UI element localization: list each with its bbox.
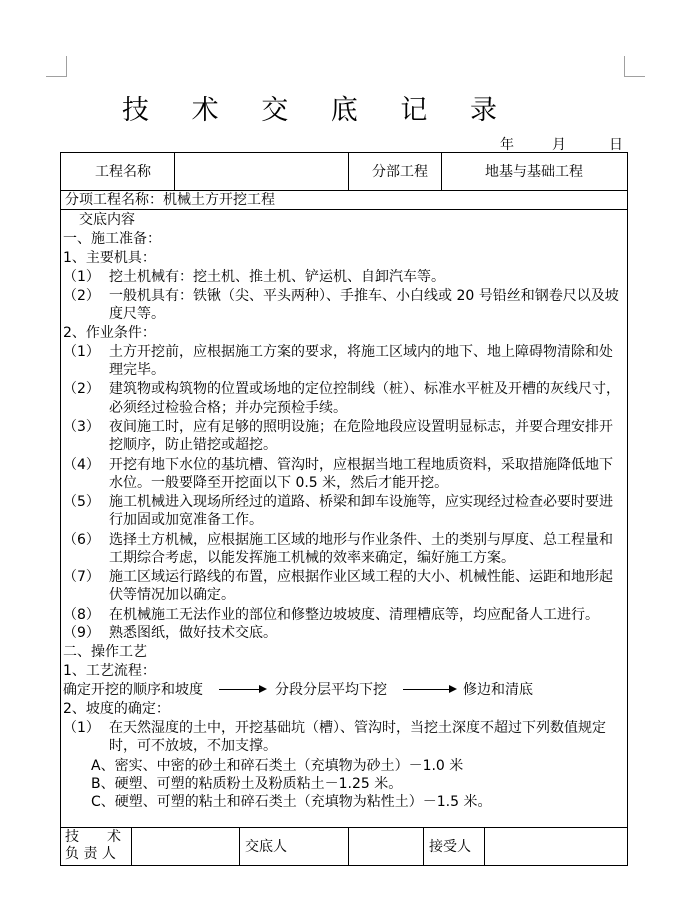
arrow-right-icon <box>219 689 265 690</box>
subsection-heading: 1、工艺流程： <box>63 663 156 679</box>
date-year-label: 年 <box>500 137 514 153</box>
crop-mark-top-left <box>46 56 67 77</box>
divider <box>348 827 349 865</box>
date-month-label: 月 <box>552 137 566 153</box>
divider <box>239 827 240 865</box>
soil-rule: B、硬塑、可塑的粘质粉土及粉质粘土－1.25 米。 <box>91 776 403 792</box>
content-heading: 交底内容 <box>79 212 135 228</box>
section-heading: 一、施工准备： <box>63 231 161 247</box>
divider <box>61 827 627 828</box>
receiver-label: 接受人 <box>429 839 471 855</box>
soil-rule: C、硬塑、可塑的粘土和碎石类土（充填物为粘性土）－1.5 米。 <box>91 794 492 810</box>
date-day-label: 日 <box>609 137 623 153</box>
flow-step: 确定开挖的顺序和坡度 <box>63 682 203 698</box>
divider <box>61 209 627 210</box>
divider <box>348 153 349 190</box>
sub-project-value: 地基与基础工程 <box>485 164 583 180</box>
project-name-label: 工程名称 <box>95 164 151 180</box>
divider <box>441 153 442 190</box>
crop-mark-top-right <box>624 56 645 77</box>
section-heading: 二、操作工艺 <box>63 644 147 660</box>
sub-project-label: 分部工程 <box>372 164 428 180</box>
divider <box>484 827 485 865</box>
soil-rule: A、密实、中密的砂土和碎石类土（充填物为砂土）－1.0 米 <box>91 758 464 774</box>
divider <box>131 827 132 865</box>
subsection-heading: 2、坡度的确定： <box>63 701 170 717</box>
tech-lead-label: 技 术 负 责 人 <box>65 829 121 862</box>
record-table: 工程名称 分部工程 地基与基础工程 分项工程名称：机械土方开挖工程 交底内容 一、施工准备： 1、主要机具： （1） 挖土机械有：挖土机、推土机、铲运机、自卸汽车等。 （2） 一般机具有：铁锹（尖、平头两种）、手推车、小白线或 20 号铅丝和钢卷尺以及坡 度尺等。 2、作业条件： （1） 土方开挖前，应根据施工方案的要求，将施工区域内的地下、地上障碍物清除和处 理完毕。 （2） 建筑物或构筑物的位置或场地的定位控制线（桩）、标准水平桩及开槽的灰线尺寸， 必须经过检验合格；并办完预检手续。 （3） 夜间施工时，应有足够的照明设施；在危险地段应设置明显标志，并要合理安排开 挖顺序，防止错挖或超挖。 （4） 开挖有地下水位的基坑槽、管沟时，应根据当地工程地质资料，采取措施降低地下 水位。一般要降至开挖面以下 0.5 米，然后才能开挖。 （5） 施工机械进入现场所经过的道路、桥梁和卸车设施等，应实现经过检查必要时要进 行加固或加宽准备工作。 （6） 选择土方机械，应根据施工区域的地形与作业条件、土的类别与厚度、总工程量和 工期综合考虑，以能发挥施工机械的效率来确定，编好施工方案。 （7） 施工区域运行路线的布置，应根据作业区域工程的大小、机械性能、运距和地形起 伏等情况加以确定。 （8） 在机械施工无法作业的部位和修整边坡坡度、清理槽底等，均应配备人工进行。 （9） 熟悉图纸，做好技术交底。 二、操作工艺 1、工艺流程： 确定开挖的顺序和坡度 分段分层平均下挖 修边和清底 2、坡度的确定： （1） 在天然湿度的土中，开挖基础坑（槽）、管沟时，当挖土深度不超过下列数值规定 时，可不放坡，不加支撑。 A、密实、中密的砂土和碎石类土（充填物为砂土）－1.0 米 B、硬塑、可塑的粘质粉土及粉质粘土－1.25 米。 C、硬塑、可塑的粘土和碎石类土（充填物为粘性土）－1.5 米。 技 术 负 责 人 交底人 接受人 <box>60 152 628 866</box>
divider <box>423 827 424 865</box>
document-title: 技 术 交 底 记 录 <box>122 95 514 126</box>
flow-step: 修边和清底 <box>463 682 533 698</box>
divider <box>174 153 175 190</box>
flow-step: 分段分层平均下挖 <box>275 682 387 698</box>
handover-person-label: 交底人 <box>245 839 287 855</box>
arrow-right-icon <box>403 689 455 690</box>
item-project-line: 分项工程名称：机械土方开挖工程 <box>65 192 275 208</box>
subsection-heading: 1、主要机具： <box>63 250 156 266</box>
subsection-heading: 2、作业条件： <box>63 325 156 341</box>
